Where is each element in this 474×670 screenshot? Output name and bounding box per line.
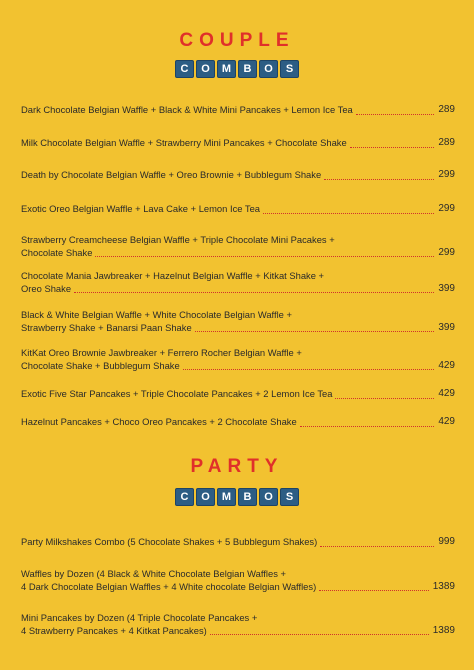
menu-item-text: Dark Chocolate Belgian Waffle + Black & White Mini Pancakes + Lemon Ice Tea (21, 104, 353, 115)
combos-tile: O (259, 488, 278, 506)
menu-item (21, 347, 455, 372)
menu-item-text: Chocolate Shake + Bubblegum Shake (21, 359, 180, 371)
couple-combos-tiles (0, 60, 474, 78)
dotted-leader (263, 213, 434, 214)
combos-tile: M (217, 488, 236, 506)
combos-tile: O (196, 60, 215, 78)
menu-item (21, 388, 455, 401)
dotted-leader (335, 398, 434, 399)
menu-item-text: Hazelnut Pancakes + Choco Oreo Pancakes + 2 Chocolate Shake (21, 416, 297, 427)
menu-item-text: Party Milkshakes Combo (5 Chocolate Shakes + 5 Bubblegum Shakes) (21, 536, 318, 547)
menu-item-price: 999 (438, 536, 455, 547)
menu-item-text: 4 Dark Chocolate Belgian Waffles + 4 White chocolate Belgian Waffles) (21, 580, 317, 592)
combos-tile: B (238, 488, 257, 506)
dotted-leader (350, 147, 434, 148)
menu-item-text: Milk Chocolate Belgian Waffle + Strawberry Mini Pancakes + Chocolate Shake (21, 137, 347, 148)
menu-item-text: Strawberry Creamcheese Belgian Waffle + Triple Chocolate Mini Pacakes + (21, 234, 335, 245)
menu-item-text: Exotic Oreo Belgian Waffle + Lava Cake + Lemon Ice Tea (21, 203, 261, 214)
combos-tile: C (175, 488, 194, 506)
menu-item (21, 137, 455, 150)
menu-item-text: Chocolate Mania Jawbreaker + Hazelnut Belgian Waffle + Kitkat Shake + (21, 270, 325, 281)
menu-item (21, 270, 455, 295)
dotted-leader (210, 634, 429, 635)
menu-item-price: 429 (438, 388, 455, 399)
party-heading: PARTY (190, 456, 284, 477)
menu-item (21, 416, 455, 429)
menu-item (21, 203, 455, 216)
menu-item-price: 289 (438, 137, 455, 148)
menu-item (21, 169, 455, 182)
party-combos-tiles (0, 488, 474, 506)
menu-item-text: Black & White Belgian Waffle + White Chocolate Belgian Waffle + (21, 309, 292, 320)
menu-item (21, 536, 455, 549)
menu-item-price: 289 (438, 104, 455, 115)
menu-item-price: 429 (438, 359, 455, 371)
combos-tile: O (196, 488, 215, 506)
combos-tile: B (238, 60, 257, 78)
dotted-leader (95, 256, 434, 257)
menu-item-text: Mini Pancakes by Dozen (4 Triple Chocolate Pancakes + (21, 612, 258, 623)
dotted-leader (319, 590, 429, 591)
menu-item (21, 612, 455, 637)
menu-item (21, 104, 455, 117)
dotted-leader (324, 179, 434, 180)
combos-tile: M (217, 60, 236, 78)
dotted-leader (74, 292, 434, 293)
menu-item-price: 399 (438, 282, 455, 294)
combos-tile: C (175, 60, 194, 78)
couple-heading: COUPLE (179, 30, 295, 51)
menu-item-price: 1389 (432, 624, 455, 636)
menu-item-price: 299 (438, 203, 455, 214)
dotted-leader (300, 426, 434, 427)
menu-item (21, 234, 455, 259)
menu-item-text: Death by Chocolate Belgian Waffle + Oreo Brownie + Bubblegum Shake (21, 169, 322, 180)
menu-item-price: 299 (438, 246, 455, 258)
dotted-leader (320, 546, 434, 547)
dotted-leader (183, 369, 434, 370)
combos-tile: O (259, 60, 278, 78)
menu-item-price: 1389 (432, 580, 455, 592)
menu-item-text: Strawberry Shake + Banarsi Paan Shake (21, 321, 192, 333)
menu-item (21, 568, 455, 593)
combos-tile: S (280, 60, 299, 78)
menu-item-price: 299 (438, 169, 455, 180)
combos-tile: S (280, 488, 299, 506)
menu-item (21, 309, 455, 334)
dotted-leader (356, 114, 434, 115)
menu-item-price: 429 (438, 416, 455, 427)
menu-item-text: Oreo Shake (21, 282, 72, 294)
menu-item-text: 4 Strawberry Pancakes + 4 Kitkat Pancakes) (21, 624, 207, 636)
menu-item-text: Chocolate Shake (21, 246, 93, 258)
menu-item-text: KitKat Oreo Brownie Jawbreaker + Ferrero Rocher Belgian Waffle + (21, 347, 302, 358)
menu-item-text: Waffles by Dozen (4 Black & White Chocolate Belgian Waffles + (21, 568, 286, 579)
menu-item-price: 399 (438, 321, 455, 333)
menu-item-text: Exotic Five Star Pancakes + Triple Chocolate Pancakes + 2 Lemon Ice Tea (21, 388, 333, 399)
dotted-leader (195, 331, 434, 332)
